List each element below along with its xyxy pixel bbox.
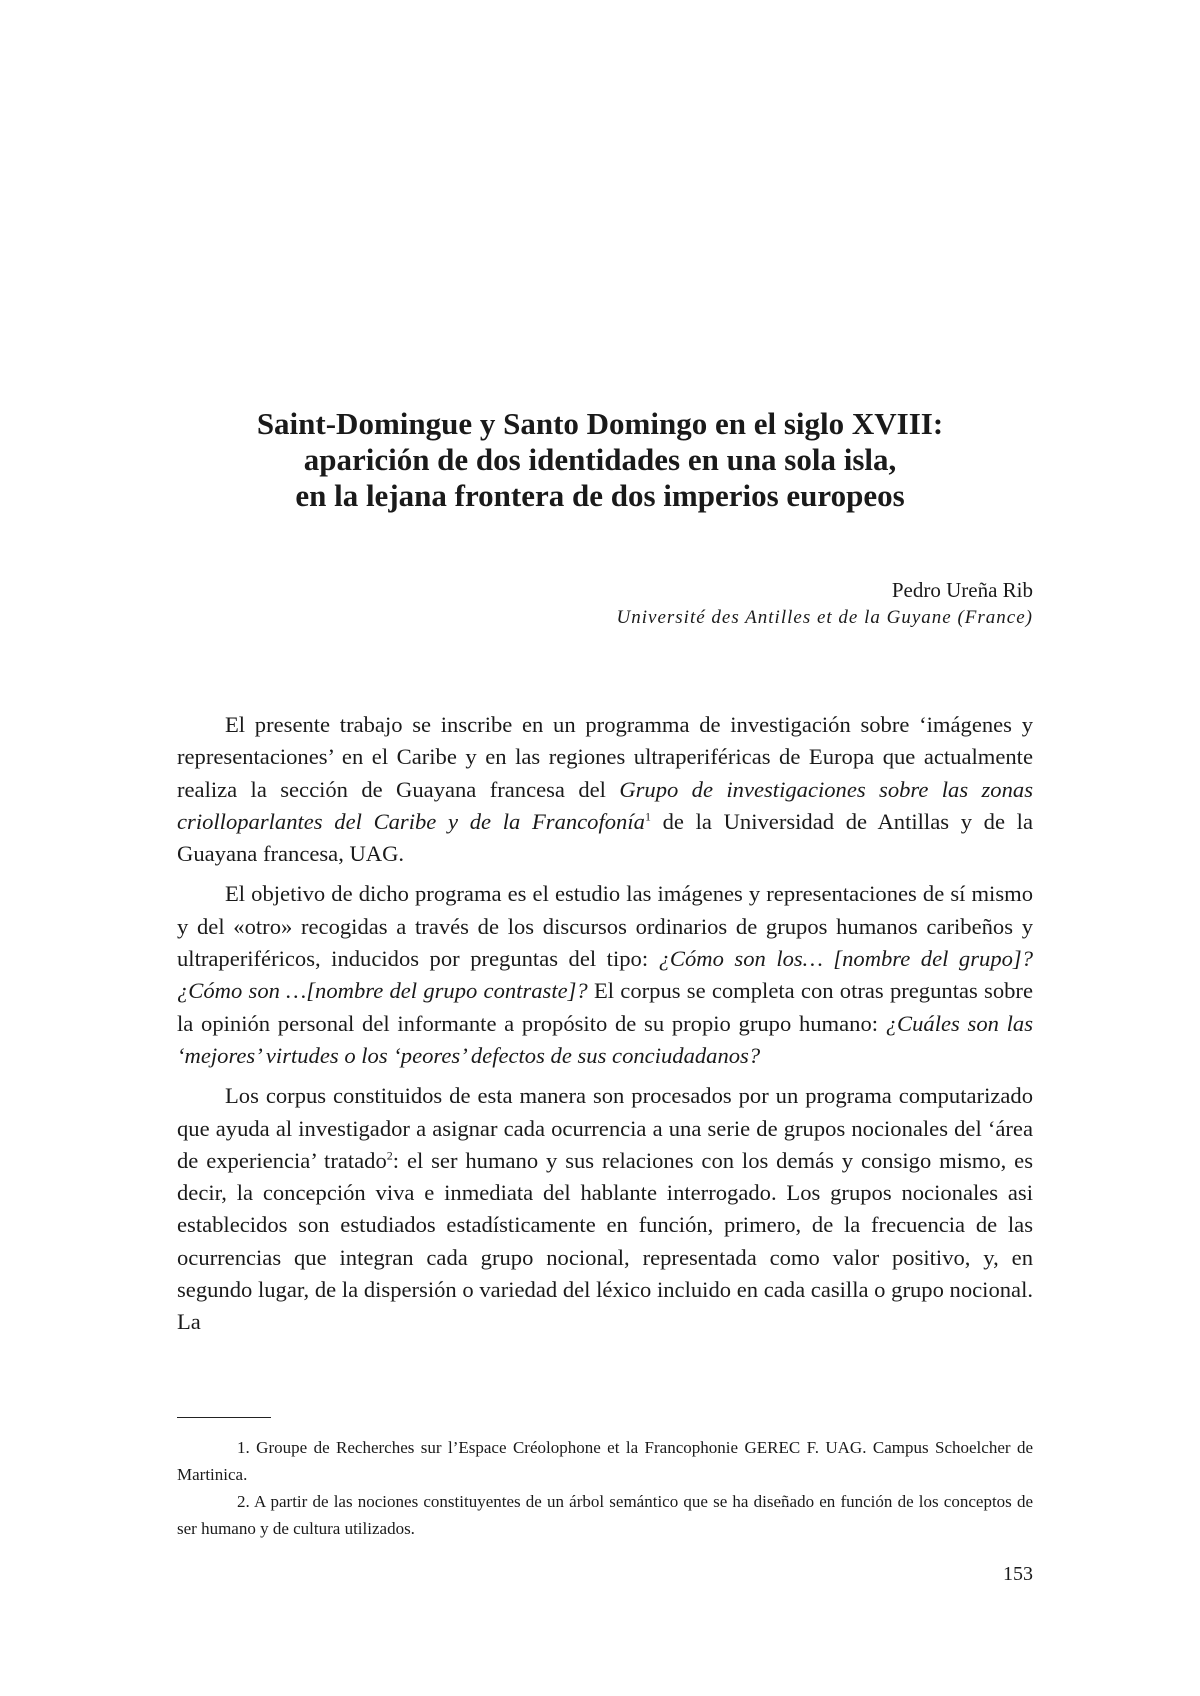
paragraph-1-text-a: El presente trabajo se inscribe en un programma de investigación sobre ‘imágenes y representaciones’ en el Caribe y en las regiones ultraperiféricas de Europa que actualmente realiza la sección de Guayana francesa del [177, 712, 1033, 802]
paragraph-3-text-a: Los corpus constituidos de esta manera son procesados por un programa computarizado que ayuda al investigador a asignar cada ocurrencia a una serie de grupos nocionales del ‘área de experiencia’ tratado [177, 1083, 1033, 1173]
title-line-2: aparición de dos identidades en una sola isla, [303, 442, 897, 477]
paragraph-1-group-name: Grupo de investigaciones sobre las zonas criolloparlantes del Caribe y de la Francofonía [177, 776, 1033, 834]
title-line-3: en la lejana frontera de dos imperios europeos [295, 478, 905, 513]
paragraph-3 [177, 1080, 1033, 1338]
paragraph-2-questions: ¿Cómo son los… [nombre del grupo]? ¿Cómo son …[nombre del grupo contraste]? [177, 946, 1034, 1004]
page-number: 153 [1003, 1563, 1033, 1585]
footnote-2: 2. A partir de las nociones constituyentes de un árbol semántico que se ha diseñado en función de los conceptos de ser humano y de cultura utilizados. [177, 1492, 1033, 1538]
paragraph-1 [177, 709, 1033, 870]
author-affiliation: Université des Antilles et de la Guyane (France) [616, 607, 1033, 628]
author-name: Pedro Ureña Rib [891, 578, 1033, 602]
paragraph-2-text-c: El corpus se completa con otras preguntas sobre la opinión personal del informante a propósito de su propio grupo humano: [177, 978, 1033, 1036]
footnote-ref-2[interactable]: 2 [386, 1148, 393, 1163]
footnote-1: 1. Groupe de Recherches sur l’Espace Créolophone et la Francophonie GEREC F. UAG. Campus Schoelcher de Martinica. [177, 1438, 1033, 1484]
paragraph-2 [177, 878, 1033, 1072]
body-text [177, 709, 1033, 1347]
paragraph-2-text-a: El objetivo de dicho programa es el estudio las imágenes y representaciones de sí mismo y del «otro» recogidas a través de los discursos ordinarios de grupos humanos caribeños y ultraperiféricos, inducidos por preguntas del tipo: [177, 881, 1033, 972]
footnotes [177, 1434, 1033, 1542]
footnote-ref-1[interactable]: 1 [644, 809, 651, 824]
paragraph-2-question-virtues: ¿Cuáles son las ‘mejores’ virtudes o los ‘peores’ defectos de sus conciudadanos? [177, 1010, 1033, 1068]
paragraph-3-text-b: : el ser humano y sus relaciones con los demás y consigo mismo, es decir, la concepción viva e inmediata del hablante interrogado. Los grupos nocionales asi establecidos son estudiados estadísticamente en función, primero, de la frecuencia de las ocurrencias que integran cada grupo nocional, representada como valor positivo, y, en segundo lugar, de la dispersión o variedad del léxico incluido en cada casilla o grupo nocional. La [177, 1147, 1033, 1335]
paragraph-1-text-c: de la Universidad de Antillas y de la Guayana francesa, UAG. [177, 808, 1033, 867]
title-line-1: Saint-Domingue y Santo Domingo en el siglo XVIII: [256, 406, 944, 441]
footnote-divider [177, 1417, 271, 1418]
article-title [178, 406, 1022, 514]
